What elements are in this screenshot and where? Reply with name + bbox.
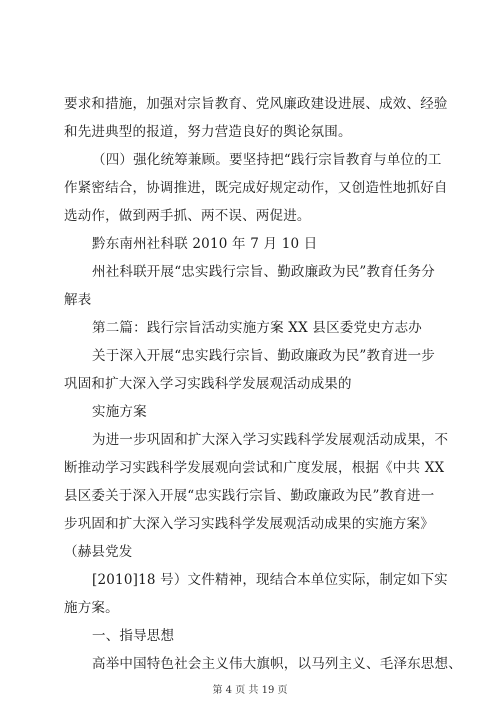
body-line-3: （四）强化统筹兼顾。要坚持把“践行宗旨教育与单位的工 <box>92 152 442 168</box>
body-line-14: 断推动学习实践科学发展观向尝试和广度发展，根据《中共 XX <box>64 460 445 476</box>
body-line-10: 关于深入开展“忠实践行宗旨、勤政廉政为民”教育进一步 <box>92 348 436 364</box>
body-line-21: 高举中国特色社会主义伟大旗帜，以马列主义、毛泽东思想、 <box>92 656 462 672</box>
body-line-11: 巩固和扩大深入学习实践科学发展观活动成果的 <box>64 376 352 392</box>
section-heading-line: 第二篇：践行宗旨活动实施方案 XX 县区委党史方志办 <box>92 320 423 336</box>
body-line-17: （赫县党发 <box>64 544 133 560</box>
body-line-15: 县区委关于深入开展“忠实践行宗旨、勤政廉政为民”教育进一 <box>64 488 435 504</box>
body-line-2: 和先进典型的报道，努力营造良好的舆论氛围。 <box>64 124 352 140</box>
signature-date-line: 黔东南州社科联 2010 年 7 月 10 日 <box>92 236 318 252</box>
body-line-13: 为进一步巩固和扩大深入学习实践科学发展观活动成果，不 <box>92 432 449 448</box>
page-footer: 第 4 页 共 19 页 <box>212 685 288 696</box>
body-line-8: 解表 <box>64 292 92 308</box>
body-line-18: [2010]18 号）文件精神，现结合本单位实际，制定如下实 <box>92 572 448 588</box>
body-line-7: 州社科联开展“忠实践行宗旨、勤政廉政为民”教育任务分 <box>92 264 436 280</box>
body-line-19: 施方案。 <box>64 600 119 616</box>
body-line-5: 选动作，做到两手抓、两不误、两促进。 <box>64 208 311 224</box>
body-line-4: 作紧密结合，协调推进，既完成好规定动作，又创造性地抓好自 <box>64 180 448 196</box>
body-line-1: 要求和措施，加强对宗旨教育、党风廉政建设进展、成效、经验 <box>64 96 448 112</box>
body-line-16: 步巩固和扩大深入学习实践科学发展观活动成果的实施方案》 <box>64 516 434 532</box>
body-line-12: 实施方案 <box>92 404 147 420</box>
heading-guiding-ideology: 一、指导思想 <box>92 628 175 644</box>
